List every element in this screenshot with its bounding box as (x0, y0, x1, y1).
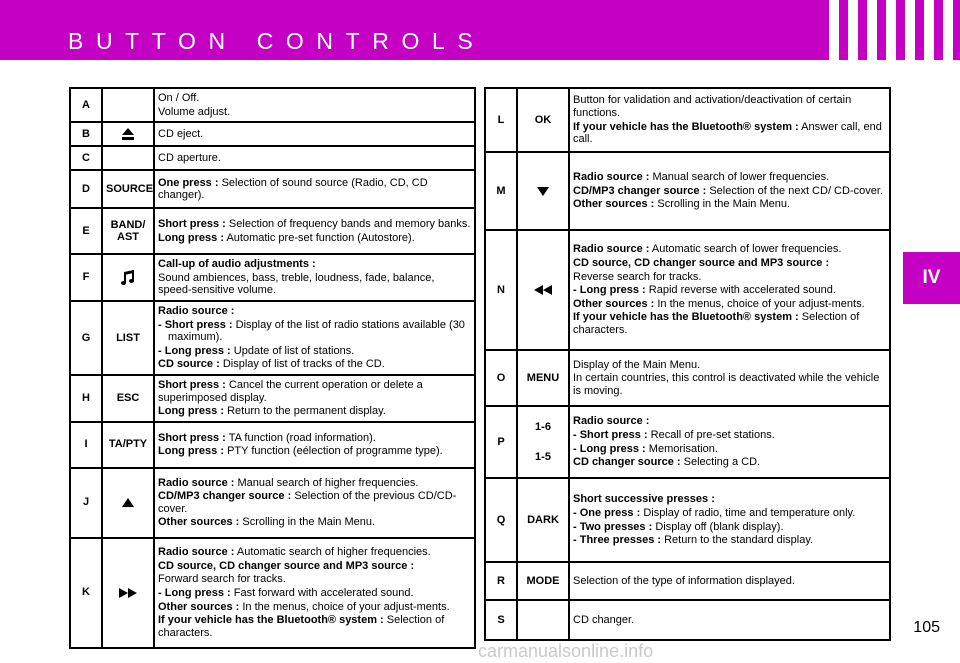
header-bar (0, 0, 960, 60)
control-button (517, 152, 569, 230)
description-text: Display of radio, time and temperature only. (643, 506, 856, 519)
control-row (70, 468, 475, 538)
description-text: Memorisation. (648, 442, 718, 455)
description-line (573, 443, 886, 456)
right-controls-table (484, 87, 891, 641)
description-line (573, 257, 886, 270)
description-line (573, 94, 886, 119)
description-label: CD source : (158, 358, 220, 371)
control-key: J (70, 468, 102, 538)
control-button (517, 406, 569, 478)
control-description (154, 170, 475, 208)
control-key: B (70, 122, 102, 146)
control-description (154, 422, 475, 468)
control-button (102, 146, 154, 170)
control-row (70, 170, 475, 208)
description-text: In the menus, choice of your adjust-ments. (657, 297, 865, 310)
description-line (158, 490, 471, 515)
description-text: PTY function (eélection of programme type). (227, 445, 443, 458)
description-label: Short press : (158, 218, 226, 231)
description-line (573, 198, 886, 211)
description-line (158, 177, 471, 202)
control-key: S (485, 600, 517, 640)
description-label: - Long press : (573, 442, 646, 455)
control-row (70, 254, 475, 301)
description-label: Radio source : (573, 415, 650, 428)
description-text: Reverse search for tracks. (573, 270, 702, 283)
fast-forward-icon (119, 586, 137, 598)
control-key: O (485, 350, 517, 406)
control-row (485, 152, 890, 230)
header-stripe (924, 0, 934, 60)
control-description (569, 478, 890, 562)
description-label: CD source, CD changer source and MP3 source : (573, 257, 830, 270)
description-text: Cancel the current operation or delete a superimposed display. (158, 378, 423, 404)
description-text: Selection of the previous CD/CD-cover. (158, 490, 457, 515)
description-text: Selecting a CD. (683, 456, 761, 469)
description-line (158, 614, 471, 639)
control-key: R (485, 562, 517, 600)
control-description (569, 562, 890, 600)
description-line (158, 92, 471, 105)
description-line (158, 152, 471, 165)
description-line (158, 106, 471, 119)
description-line (158, 587, 471, 600)
description-line (158, 477, 471, 490)
down-arrow-icon (537, 185, 549, 197)
control-row (70, 301, 475, 375)
description-line (573, 284, 886, 297)
description-text: Selection of frequency bands and memory banks. (228, 218, 471, 231)
control-row (70, 208, 475, 254)
description-line (158, 272, 471, 297)
control-button: MODE (517, 562, 569, 600)
description-line (158, 573, 471, 586)
control-description (154, 254, 475, 301)
description-label: Radio source : (158, 476, 235, 489)
description-line (158, 345, 471, 358)
description-line (158, 232, 471, 245)
control-description (569, 350, 890, 406)
description-label: - Three presses : (573, 534, 662, 547)
control-button: BAND/ AST (102, 208, 154, 254)
description-label: - Short press : (573, 428, 648, 441)
description-label: Radio source : (573, 243, 650, 256)
description-label: Radio source : (573, 171, 650, 184)
header-stripe (943, 0, 953, 60)
description-text: Answer call, end call. (573, 120, 882, 146)
description-line (158, 432, 471, 445)
control-row (485, 230, 890, 350)
description-label: Other sources : (158, 600, 240, 613)
page-title: BUTTON CONTROLS (68, 28, 486, 54)
control-description (154, 468, 475, 538)
description-label: Short press : (158, 431, 226, 444)
control-key: A (70, 88, 102, 122)
description-line (573, 507, 886, 520)
control-description (154, 208, 475, 254)
description-line (158, 258, 471, 271)
description-line (158, 560, 471, 573)
control-row (70, 538, 475, 648)
description-text: Update of list of stations. (233, 344, 355, 357)
description-label: If your vehicle has the Bluetooth® system : (573, 311, 799, 324)
control-button: TA/PTY (102, 422, 154, 468)
description-label: - Short press : (158, 318, 233, 331)
control-row (485, 562, 890, 600)
description-text: Automatic pre-set function (Autostore). (226, 231, 415, 244)
description-line (158, 601, 471, 614)
description-label: Other sources : (573, 198, 655, 211)
description-text: Automatic search of higher frequencies. (236, 546, 431, 559)
control-key: L (485, 88, 517, 152)
control-button: MENU (517, 350, 569, 406)
preset-button-label: 1-6 (535, 421, 551, 433)
description-label: Other sources : (158, 516, 240, 529)
description-label: If your vehicle has the Bluetooth® system : (573, 120, 799, 133)
description-text: CD changer. (573, 613, 635, 626)
description-label: CD source, CD changer source and MP3 source : (158, 559, 415, 572)
control-row (70, 375, 475, 422)
page-number: 105 (913, 619, 940, 636)
description-label: Long press : (158, 231, 225, 244)
control-button: DARK (517, 478, 569, 562)
preset-button-label: 1-5 (535, 451, 551, 463)
description-line (158, 305, 471, 318)
control-description (569, 152, 890, 230)
control-row (485, 350, 890, 406)
description-label: - One press : (573, 506, 641, 519)
description-text: Volume adjust. (158, 105, 231, 118)
description-label: Long press : (158, 405, 225, 418)
description-line (158, 405, 471, 418)
control-key: G (70, 301, 102, 375)
description-text: Manual search of higher frequencies. (237, 476, 419, 489)
control-description (154, 538, 475, 648)
description-label: CD/MP3 changer source : (158, 490, 292, 503)
description-line (158, 319, 471, 344)
description-line (158, 358, 471, 371)
control-row (485, 88, 890, 152)
description-text: Manual search of lower frequencies. (652, 171, 830, 184)
description-label: Other sources : (573, 297, 655, 310)
description-text: Display of the list of radio stations available (30 maximum). (168, 318, 465, 344)
control-button (102, 254, 154, 301)
control-key: I (70, 422, 102, 468)
description-text: Scrolling in the Main Menu. (657, 198, 791, 211)
description-line (573, 429, 886, 442)
description-text: TA function (road information). (228, 431, 376, 444)
control-description (569, 406, 890, 478)
control-button (102, 538, 154, 648)
description-text: On / Off. (158, 92, 200, 104)
control-key: M (485, 152, 517, 230)
control-row (70, 88, 475, 122)
header-stripe (848, 0, 858, 60)
control-key: E (70, 208, 102, 254)
eject-icon (121, 128, 135, 140)
description-line (158, 546, 471, 559)
description-line (158, 128, 471, 141)
control-key: H (70, 375, 102, 422)
control-key: K (70, 538, 102, 648)
chapter-tab: IV (903, 252, 960, 304)
header-stripe (867, 0, 877, 60)
control-button: SOURCE (102, 170, 154, 208)
description-label: - Two presses : (573, 520, 653, 533)
music-note-icon (121, 271, 135, 283)
control-row (485, 478, 890, 562)
header-stripe (829, 0, 839, 60)
description-label: - Long press : (158, 344, 231, 357)
control-description (154, 88, 475, 122)
description-text: In the menus, choice of your adjust-ments. (242, 600, 450, 613)
control-description (154, 375, 475, 422)
control-button: OK (517, 88, 569, 152)
control-key: Q (485, 478, 517, 562)
description-label: One press : (158, 176, 219, 189)
description-line (573, 372, 886, 397)
description-line (573, 521, 886, 534)
control-description (154, 301, 475, 375)
description-line (573, 614, 886, 627)
description-text: Automatic search of lower frequencies. (651, 243, 842, 256)
description-text: Selection of sound source (Radio, CD, CD changer). (158, 176, 428, 202)
control-key: N (485, 230, 517, 350)
control-button (102, 122, 154, 146)
description-line (573, 456, 886, 469)
control-description (154, 122, 475, 146)
description-text: Display off (blank display). (655, 520, 784, 533)
description-line (573, 575, 886, 588)
description-line (573, 243, 886, 256)
description-line (573, 171, 886, 184)
description-label: Short press : (158, 378, 226, 391)
description-line (573, 493, 886, 506)
description-line (573, 185, 886, 198)
description-label: Call-up of audio adjustments : (158, 258, 316, 271)
description-label: Long press : (158, 445, 225, 458)
watermark: carmanualsonline.info (478, 641, 654, 661)
description-text: Button for validation and activation/deactivation of certain functions. (573, 94, 852, 119)
control-row (70, 422, 475, 468)
description-text: Selection of the type of information displayed. (573, 574, 795, 587)
control-row (485, 600, 890, 640)
control-row (70, 146, 475, 170)
description-label: Short successive presses : (573, 493, 715, 506)
rewind-icon (534, 284, 552, 296)
control-key: P (485, 406, 517, 478)
description-line (573, 121, 886, 146)
header-stripe (886, 0, 896, 60)
description-text: Selection of characters. (573, 311, 860, 336)
description-text: Selection of characters. (158, 614, 445, 639)
description-label: CD/MP3 changer source : (573, 184, 707, 197)
description-text: CD aperture. (158, 151, 221, 164)
control-description (569, 600, 890, 640)
control-button (102, 88, 154, 122)
control-button: LIST (102, 301, 154, 375)
control-key: F (70, 254, 102, 301)
description-text: Return to the permanent display. (227, 405, 386, 418)
control-button (517, 600, 569, 640)
description-label: - Long press : (573, 284, 646, 297)
description-text: Return to the standard display. (664, 534, 814, 547)
description-text: Display of list of tracks of the CD. (222, 358, 385, 371)
description-line (158, 218, 471, 231)
description-label: - Long press : (158, 586, 231, 599)
description-text: Rapid reverse with accelerated sound. (648, 284, 836, 297)
control-key: C (70, 146, 102, 170)
description-text: Display of the Main Menu. (573, 358, 701, 371)
control-key: D (70, 170, 102, 208)
description-line (158, 379, 471, 404)
control-description (569, 88, 890, 152)
control-button (102, 468, 154, 538)
description-line (573, 298, 886, 311)
control-row (485, 406, 890, 478)
description-text: Selection of the next CD/ CD-cover. (709, 184, 883, 197)
header-stripe (905, 0, 915, 60)
description-label: Radio source : (158, 304, 235, 317)
description-text: Sound ambiences, bass, treble, loudness, fade, balance, speed-sensitive volume. (158, 271, 435, 297)
description-label: If your vehicle has the Bluetooth® system : (158, 614, 384, 627)
description-text: CD eject. (158, 127, 204, 140)
description-line (573, 359, 886, 372)
description-line (573, 271, 886, 284)
left-controls-table (69, 87, 476, 649)
description-text: Forward search for tracks. (158, 573, 286, 586)
description-text: Scrolling in the Main Menu. (242, 516, 376, 529)
description-text: Recall of pre-set stations. (650, 428, 775, 441)
control-description (154, 146, 475, 170)
description-line (573, 534, 886, 547)
description-line (158, 445, 471, 458)
control-button: ESC (102, 375, 154, 422)
description-text: Fast forward with accelerated sound. (233, 586, 414, 599)
description-label: Radio source : (158, 546, 235, 559)
up-arrow-icon (122, 496, 134, 508)
description-line (158, 516, 471, 529)
description-label: CD changer source : (573, 456, 681, 469)
description-line (573, 311, 886, 336)
control-description (569, 230, 890, 350)
description-text: In certain countries, this control is deactivated while the vehicle is moving. (573, 372, 880, 397)
description-line (573, 415, 886, 428)
control-button (517, 230, 569, 350)
control-row (70, 122, 475, 146)
